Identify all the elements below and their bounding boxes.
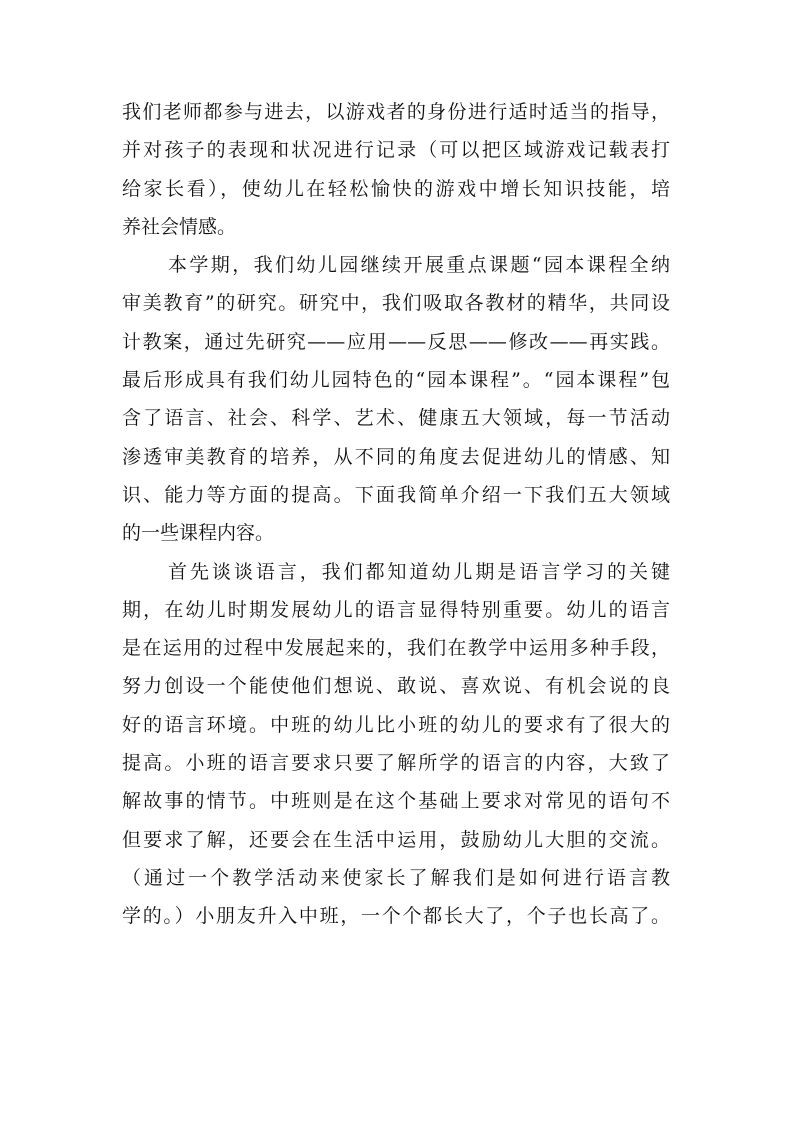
text-line: 本学期，我们幼儿园继续开展重点课题“园本课程全纳: [168, 254, 670, 277]
paragraph-1: [122, 93, 670, 246]
text-line: 我们老师都参与进去，以游戏者的身份进行适时适当的指导，: [122, 101, 670, 123]
text-line: 但要求了解，还要会在生活中运用，鼓励幼儿大胆的交流。: [122, 828, 670, 851]
text-line: 首先谈谈语言，我们都知道幼儿期是语言学习的关键: [168, 560, 670, 583]
text-line: 努力创设一个能使他们想说、敢说、喜欢说、有机会说的良: [122, 675, 670, 698]
text-line: （通过一个教学活动来使家长了解我们是如何进行语言教: [122, 866, 670, 889]
text-line: 计教案，通过先研究——应用——反思——修改——再实践。: [122, 330, 670, 353]
text-line: 是在运用的过程中发展起来的，我们在教学中运用多种手段，: [122, 637, 670, 660]
text-line: 的一些课程内容。: [122, 522, 275, 545]
text-line: 审美教育”的研究。研究中，我们吸取各教材的精华，共同设: [122, 292, 670, 315]
text-line: 识、能力等方面的提高。下面我简单介绍一下我们五大领域: [122, 483, 670, 506]
text-line: 好的语言环境。中班的幼儿比小班的幼儿的要求有了很大的: [122, 713, 670, 736]
text-line: 最后形成具有我们幼儿园特色的“园本课程”。“园本课程”包: [122, 369, 670, 392]
text-line: 期，在幼儿时期发展幼儿的语言显得特别重要。幼儿的语言: [122, 598, 670, 621]
text-line: 含了语言、社会、科学、艺术、健康五大领域，每一节活动: [122, 407, 670, 430]
text-line: 渗透审美教育的培养，从不同的角度去促进幼儿的情感、知: [122, 445, 670, 468]
text-line: 养社会情感。: [122, 215, 237, 238]
text-line: 学的。）小朋友升入中班，一个个都长大了，个子也长高了。: [122, 905, 670, 928]
text-line: 并对孩子的表现和状况进行记录（可以把区域游戏记载表打: [122, 139, 670, 162]
text-line: 给家长看），使幼儿在轻松愉快的游戏中增长知识技能，培: [122, 177, 670, 200]
document-body: [122, 93, 670, 936]
paragraph-2: [122, 246, 670, 552]
paragraph-3: [122, 553, 670, 936]
text-line: 解故事的情节。中班则是在这个基础上要求对常见的语句不: [122, 790, 670, 813]
text-line: 提高。小班的语言要求只要了解所学的语言的内容，大致了: [122, 752, 670, 775]
